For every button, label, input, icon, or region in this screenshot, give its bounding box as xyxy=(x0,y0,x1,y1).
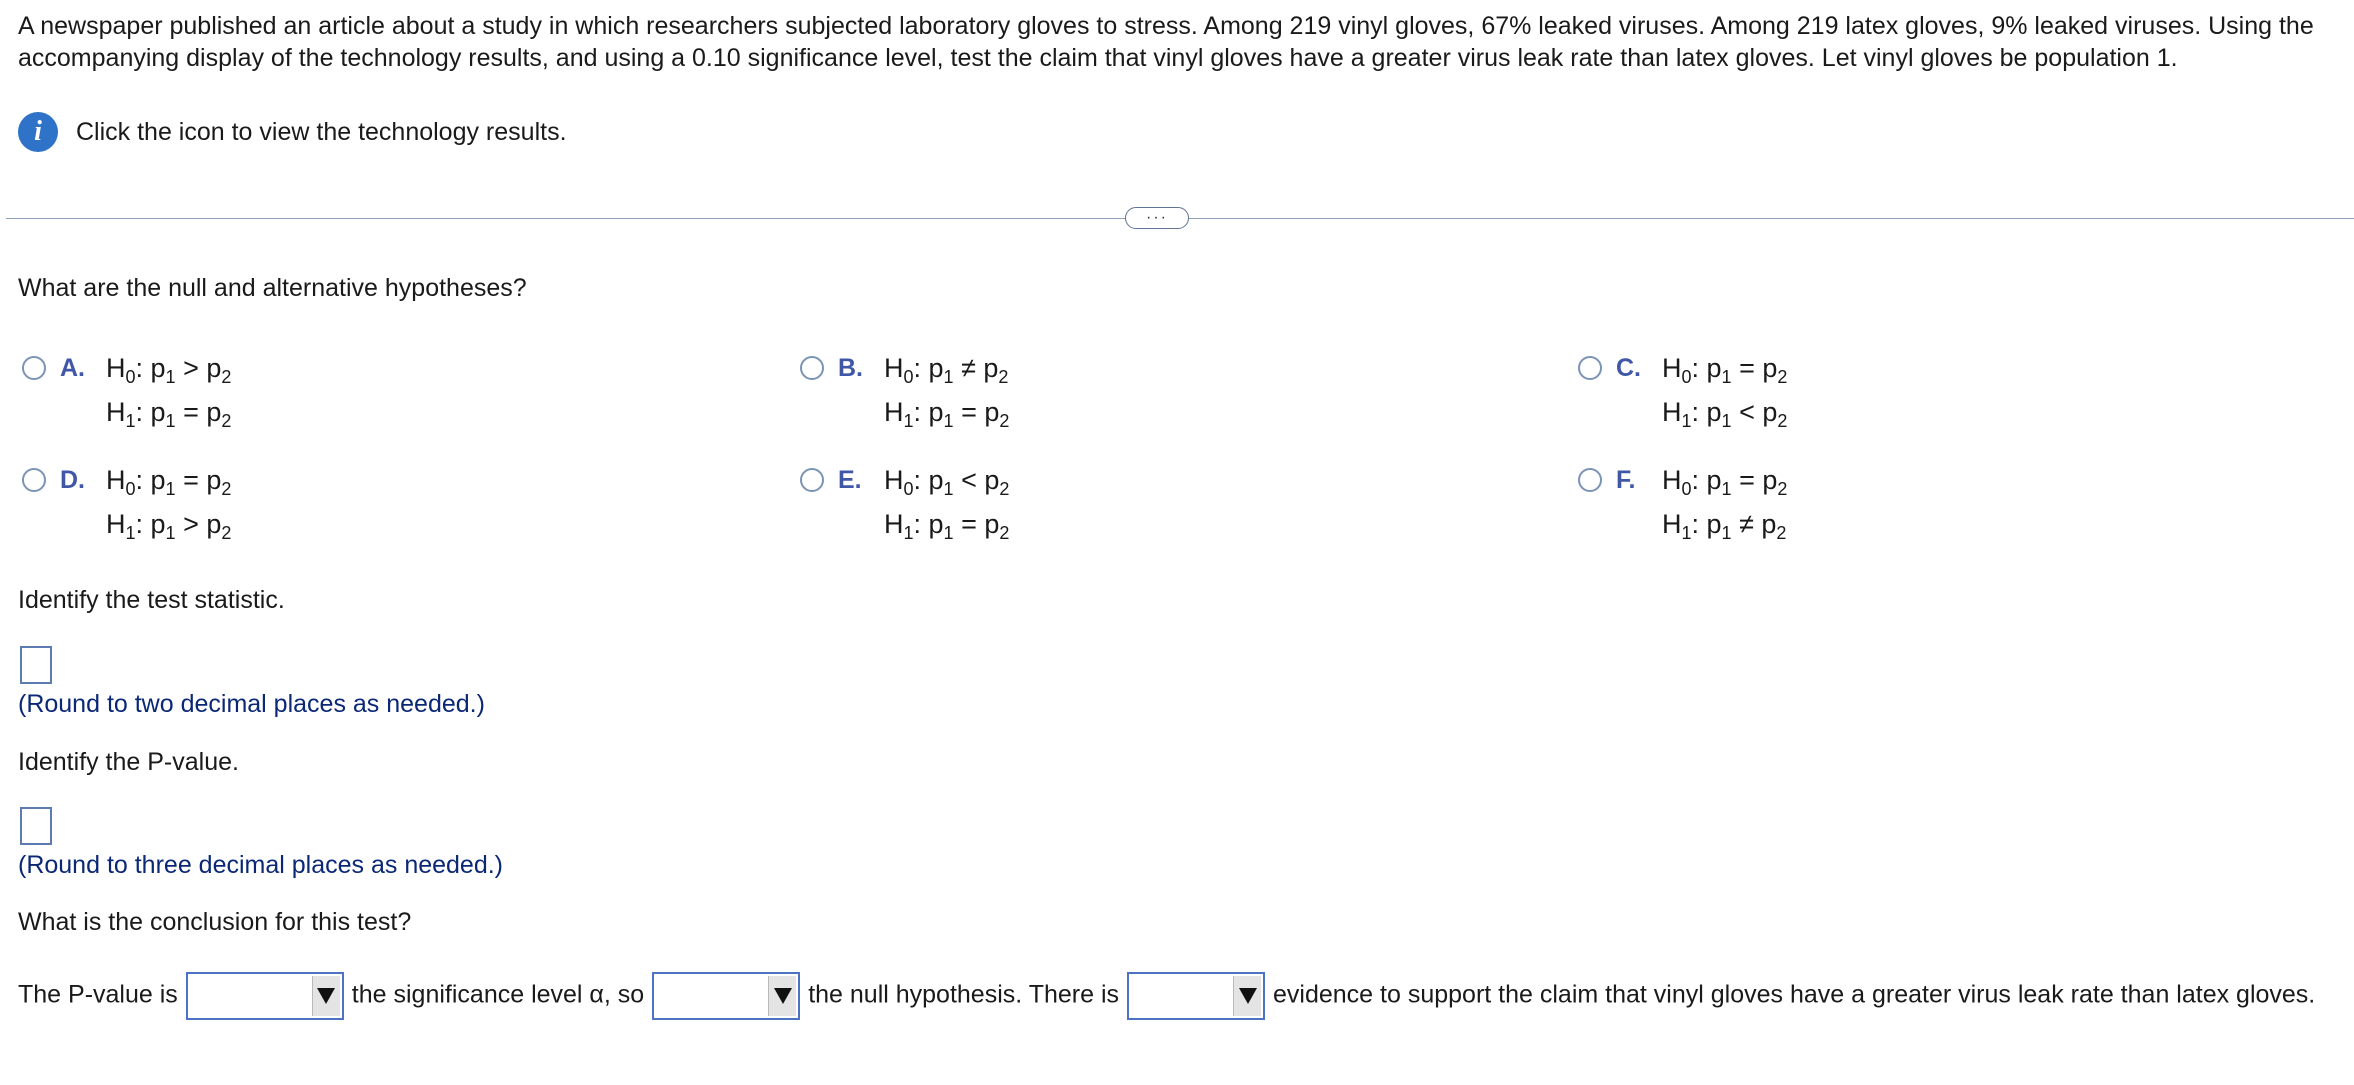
option-b-h1: $H_1$: $p_1 = p_2$ xyxy=(884,397,1010,431)
option-c-h1: $H_1$: $p_1 < p_2$ xyxy=(1662,397,1788,431)
info-row xyxy=(18,112,567,152)
option-a-h1: $H_1$: $p_1 = p_2$ xyxy=(106,397,232,431)
option-e-h1: $H_1$: $p_1 = p_2$ xyxy=(884,509,1010,543)
question-test-statistic: Identify the test statistic. xyxy=(18,586,285,614)
option-b-h0: $H_0$: $p_1 \ne p_2$ xyxy=(884,353,1009,387)
option-b-hypotheses xyxy=(884,346,1009,434)
option-f-radio[interactable] xyxy=(1578,468,1602,492)
conclusion-part-1: The P-value is xyxy=(18,980,178,1009)
info-label: Click the icon to view the technology results. xyxy=(76,117,567,146)
conclusion-part-2: the significance level α, so xyxy=(351,980,645,1009)
option-e-letter: E. xyxy=(838,466,862,494)
p-value-hint: (Round to three decimal places as needed.) xyxy=(18,851,504,879)
option-a[interactable] xyxy=(22,352,231,434)
option-e-radio[interactable] xyxy=(800,468,824,492)
option-a-radio[interactable] xyxy=(22,356,46,380)
question-hypotheses: What are the null and alternative hypotheses? xyxy=(18,274,527,302)
question-p-value: Identify the P-value. xyxy=(18,748,239,776)
conclusion-sentence xyxy=(18,972,2348,1020)
chevron-down-icon xyxy=(312,976,340,1016)
reject-decision-dropdown[interactable] xyxy=(652,972,800,1020)
option-c-hypotheses xyxy=(1662,346,1787,434)
option-a-letter: A. xyxy=(60,354,85,382)
chevron-down-icon xyxy=(1233,976,1261,1016)
option-c-radio[interactable] xyxy=(1578,356,1602,380)
option-b[interactable] xyxy=(800,352,1009,434)
option-c[interactable] xyxy=(1578,352,1787,434)
option-d-radio[interactable] xyxy=(22,468,46,492)
expand-button[interactable]: ··· xyxy=(1125,207,1189,229)
option-d[interactable] xyxy=(22,464,231,546)
option-d-letter: D. xyxy=(60,466,85,494)
test-statistic-input[interactable] xyxy=(20,646,52,684)
conclusion-part-4: evidence to support the claim that vinyl gloves have a greater virus leak rate than latex gloves. xyxy=(1273,980,2316,1009)
option-d-h1: $H_1$: $p_1 > p_2$ xyxy=(106,509,232,543)
evidence-dropdown[interactable] xyxy=(1127,972,1265,1020)
info-icon[interactable]: i xyxy=(18,112,58,152)
option-d-hypotheses xyxy=(106,458,231,546)
chevron-down-icon xyxy=(768,976,796,1016)
option-c-letter: C. xyxy=(1616,354,1641,382)
option-f[interactable] xyxy=(1578,464,1787,546)
option-e-hypotheses xyxy=(884,458,1009,546)
option-f-letter: F. xyxy=(1616,466,1636,494)
option-a-h0: $H_0$: $p_1 > p_2$ xyxy=(106,353,232,387)
option-e[interactable] xyxy=(800,464,1009,546)
p-value-input[interactable] xyxy=(20,807,52,845)
option-a-hypotheses xyxy=(106,346,231,434)
question-conclusion: What is the conclusion for this test? xyxy=(18,908,412,936)
option-f-h1: $H_1$: $p_1 \ne p_2$ xyxy=(1662,509,1787,543)
conclusion-part-3: the null hypothesis. There is xyxy=(808,980,1120,1009)
test-statistic-hint: (Round to two decimal places as needed.) xyxy=(18,690,485,718)
option-d-h0: $H_0$: $p_1 = p_2$ xyxy=(106,465,232,499)
option-e-h0: $H_0$: $p_1 < p_2$ xyxy=(884,465,1010,499)
option-b-letter: B. xyxy=(838,354,863,382)
option-b-radio[interactable] xyxy=(800,356,824,380)
problem-statement: A newspaper published an article about a study in which researchers subjected laboratory gloves to stress. Among 219 vinyl gloves, 67% leaked viruses. Among 219 latex gloves, 9% leaked viruses. Using the accompanying display of the technology results, and using a 0.10 significance level, test the claim that vinyl gloves have a greater virus leak rate than latex gloves. Let vinyl gloves be population 1. xyxy=(18,12,2314,72)
option-f-hypotheses xyxy=(1662,458,1787,546)
option-f-h0: $H_0$: $p_1 = p_2$ xyxy=(1662,465,1788,499)
p-value-comparison-dropdown[interactable] xyxy=(186,972,344,1020)
option-c-h0: $H_0$: $p_1 = p_2$ xyxy=(1662,353,1788,387)
